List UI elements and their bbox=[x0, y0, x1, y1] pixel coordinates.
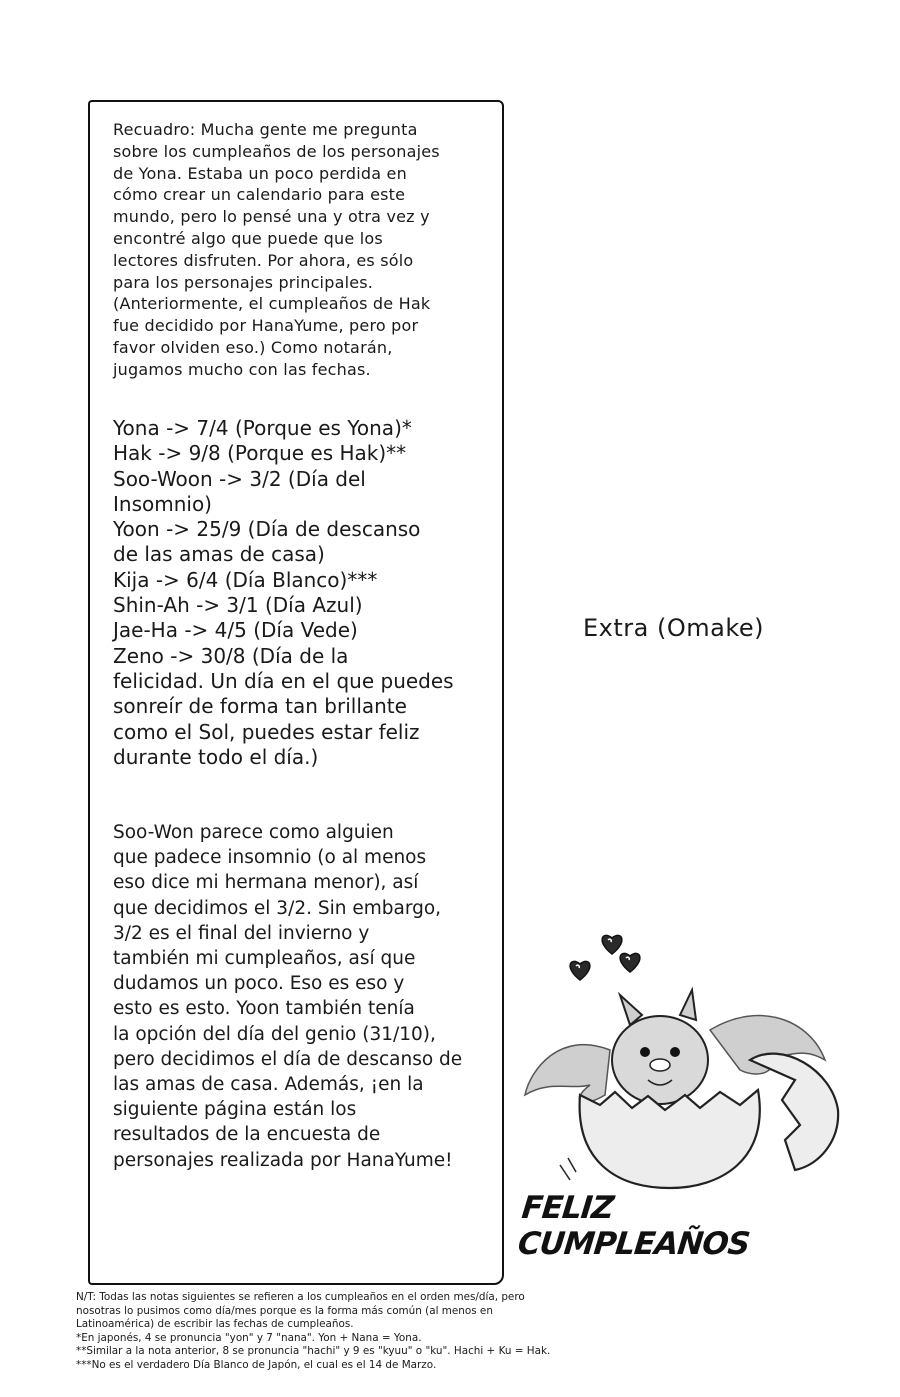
egg-shell bbox=[580, 1090, 760, 1188]
birthday-line: de las amas de casa) bbox=[113, 542, 325, 567]
feliz-cumpleanos-logo: FELIZ CUMPLEAÑOS bbox=[516, 1190, 752, 1262]
intro-line: fue decidido por HanaYume, pero por bbox=[113, 316, 419, 336]
outro-paragraph bbox=[113, 820, 491, 1173]
note-line: Latinoamérica) de escribir las fechas de cumpleaños. bbox=[76, 1318, 354, 1331]
extra-title: Extra (Omake) bbox=[583, 614, 764, 642]
outro-line: pero decidimos el día de descanso de bbox=[113, 1048, 463, 1070]
intro-line: favor olviden eso.) Como notarán, bbox=[113, 337, 393, 357]
birthday-line: Yona -> 7/4 (Porque es Yona)* bbox=[113, 416, 412, 440]
birthday-line: Kija -> 6/4 (Día Blanco)*** bbox=[113, 567, 378, 592]
outro-line: dudamos un poco. Eso es eso y bbox=[113, 973, 405, 995]
birthday-line: sonreír de forma tan brillante bbox=[113, 694, 407, 719]
note-line: *En japonés, 4 se pronuncia "yon" y 7 "nana". Yon + Nana = Yona. bbox=[76, 1331, 422, 1344]
intro-line: de Yona. Estaba un poco perdida en bbox=[113, 163, 407, 183]
note-line: ***No es el verdadero Día Blanco de Japón, el cual es el 14 de Marzo. bbox=[76, 1358, 437, 1371]
intro-line: mundo, pero lo pensé una y otra vez y bbox=[113, 207, 430, 227]
birthday-line: durante todo el día.) bbox=[113, 744, 319, 769]
intro-line: (Anteriormente, el cumpleaños de Hak bbox=[113, 294, 431, 314]
intro-paragraph bbox=[113, 119, 483, 381]
heart-icon bbox=[602, 935, 622, 954]
birthday-line: Jae-Ha -> 4/5 (Día Vede) bbox=[113, 618, 358, 643]
intro-line: sobre los cumpleaños de los personajes bbox=[113, 141, 440, 161]
outro-line: Soo-Won parece como alguien bbox=[113, 822, 394, 843]
birthday-line: Yoon -> 25/9 (Día de descanso bbox=[113, 517, 421, 542]
chick-in-egg-illustration bbox=[520, 920, 860, 1200]
outro-line: que decidimos el 3/2. Sin embargo, bbox=[113, 897, 442, 919]
intro-line: Recuadro: Mucha gente me pregunta bbox=[113, 120, 418, 139]
outro-line: que padece insomnio (o al menos bbox=[113, 847, 427, 869]
outro-line: 3/2 es el final del invierno y bbox=[113, 922, 370, 944]
note-line: nosotras lo pusimos como día/mes porque es la forma más común (al menos en bbox=[76, 1304, 493, 1317]
wing-left bbox=[525, 1045, 610, 1103]
heart-icon bbox=[620, 953, 640, 972]
birthday-line: Soo-Woon -> 3/2 (Día del bbox=[113, 466, 366, 491]
outro-line: también mi cumpleaños, así que bbox=[113, 948, 416, 970]
intro-line: encontré algo que puede que los bbox=[113, 228, 383, 248]
intro-line: jugamos mucho con las fechas. bbox=[113, 359, 371, 379]
birthday-line: como el Sol, puedes estar feliz bbox=[113, 719, 420, 744]
outro-line: eso dice mi hermana menor), así bbox=[113, 872, 419, 894]
intro-line: lectores disfruten. Por ahora, es sólo bbox=[113, 250, 414, 270]
birthday-line: felicidad. Un día en el que puedes bbox=[113, 668, 454, 693]
note-line: N/T: Todas las notas siguientes se refieren a los cumpleaños en el orden mes/día, pero bbox=[76, 1291, 525, 1303]
outro-line: siguiente página están los bbox=[113, 1099, 357, 1121]
outro-line: esto es esto. Yoon también tenía bbox=[113, 998, 415, 1020]
birthday-line: Shin-Ah -> 3/1 (Día Azul) bbox=[113, 593, 363, 618]
outro-line: personajes realizada por HanaYume! bbox=[113, 1149, 453, 1171]
outro-line: resultados de la encuesta de bbox=[113, 1124, 381, 1146]
birthday-line: Zeno -> 30/8 (Día de la bbox=[113, 643, 349, 668]
outro-line: la opción del día del genio (31/10), bbox=[113, 1023, 436, 1045]
birthday-line: Hak -> 9/8 (Porque es Hak)** bbox=[113, 441, 407, 466]
note-line: **Similar a la nota anterior, 8 se pronuncia "hachi" y 9 es "kyuu" o "ku". Hachi + Ku = Hak. bbox=[76, 1345, 551, 1358]
birthday-list bbox=[113, 416, 483, 770]
chick bbox=[612, 990, 708, 1104]
outro-line: las amas de casa. Además, ¡en la bbox=[113, 1074, 424, 1096]
intro-line: para los personajes principales. bbox=[113, 272, 374, 292]
intro-line: cómo crear un calendario para este bbox=[113, 185, 406, 205]
heart-icon bbox=[570, 961, 590, 980]
translator-notes bbox=[76, 1291, 696, 1373]
birthday-line: Insomnio) bbox=[113, 491, 212, 516]
